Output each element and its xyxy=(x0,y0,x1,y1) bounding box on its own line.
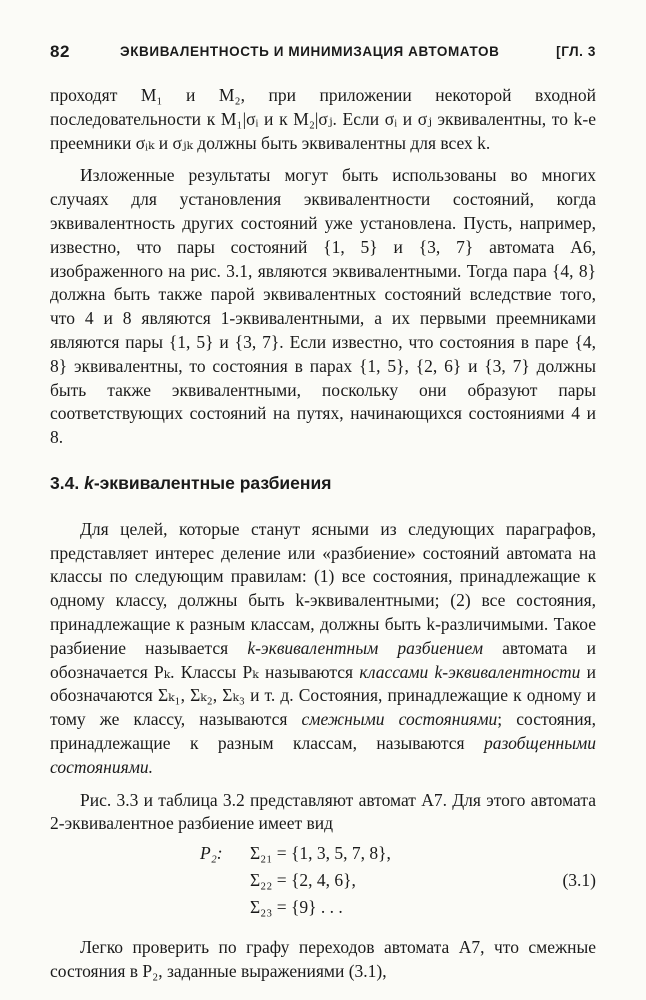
definition-text-b: автомата и обозначается Pₖ. Классы Pₖ называются xyxy=(50,637,596,682)
equation-line-1: Σ₂₁ = {1, 3, 5, 7, 8}, xyxy=(250,843,391,864)
equation-line-2: Σ₂₂ = {2, 4, 6}, xyxy=(250,870,356,891)
term-adjacent-states: смежными состояниями xyxy=(301,709,498,730)
term-k-equivalent-partition: k-эквивалентным разбиением xyxy=(247,637,483,658)
section-heading xyxy=(50,472,596,496)
page-number: 82 xyxy=(50,42,71,61)
chapter-marker: [ГЛ. 3 xyxy=(556,44,596,59)
term-disjoint-states: разобщенными состояниями. xyxy=(50,732,596,777)
section-title: -эквивалентные разбиения xyxy=(93,472,332,493)
equation-number: (3.1) xyxy=(562,870,596,891)
paragraph-figure-ref: Рис. 3.3 и таблица 3.2 представляют автомат A7. Для этого автомата 2-эквивалентное разбиение имеет вид xyxy=(50,789,596,834)
running-header xyxy=(50,42,596,66)
paragraph-check: Легко проверить по графу переходов автомата A7, что смежные состояния в P₂, заданные выражениями (3.1), xyxy=(50,937,596,981)
running-title: ЭКВИВАЛЕНТНОСТЬ И МИНИМИЗАЦИЯ АВТОМАТОВ xyxy=(120,44,500,59)
definition-text-a: Для целей, которые станут ясными из следующих параграфов, представляет интерес деление или «разбиение» состояний автомата на классы по следующим правилам: (1) все состояния, принадлежащие к одному классу, должны быть k-эквивалентными; (2) все состояния, принадлежащие к разным классам, должны быть k-различимыми. Такое разбиение называется xyxy=(50,518,596,658)
equation-3-1 xyxy=(50,842,596,924)
definition-text-c: и обозначаются Σₖ₁, Σₖ₂, Σₖ₃ и т. д. Состояния, принадлежащие к одному и тому же классу, называются xyxy=(50,661,596,730)
section-number: 3.4. xyxy=(50,472,80,493)
definition-text-d: ; состояния, принадлежащие к разным классам, называются xyxy=(50,709,596,753)
page-body xyxy=(50,84,596,984)
equation-line-3: Σ₂₃ = {9} . . . xyxy=(250,897,343,918)
equation-label: P₂: xyxy=(200,843,223,864)
paragraph-definition xyxy=(50,518,596,780)
paragraph-results: Изложенные результаты могут быть использованы во многих случаях для установления эквивалентности состояний, когда эквивалентность других состояний уже установлена. Пусть, например, известно, что пары состояний {1, 5} и {3, 7} автомата A6, изображенного на рис. 3.1, являются эквивалентными. Тогда пара {4, 8} должна быть также парой эквивалентных состояний вследствие того, что 4 и 8 являются 1-эквивалентными, а их первыми преемниками являются пары {1, 5} и {3, 7}. Если известно, что состояния в паре {4, 8} эквивалентны, то состояния в парах {1, 5}, {2, 6} и {3, 7} должны быть также эквивалентными, поскольку они образуют пары соответствующих состояний на путях, начинающихся состояниями 4 и 8. xyxy=(50,165,596,448)
term-equivalence-classes: классами k-эквивалентности xyxy=(359,661,581,682)
paragraph-continuation: проходят M₁ и M₂, при приложении некоторой входной последовательности к M₁|σᵢ и к M₂|σⱼ. Если σᵢ и σⱼ эквивалентны, то k-е преемники σᵢₖ и σⱼₖ должны быть эквивалентны для всех k. xyxy=(50,85,596,153)
section-k: k xyxy=(84,472,94,493)
